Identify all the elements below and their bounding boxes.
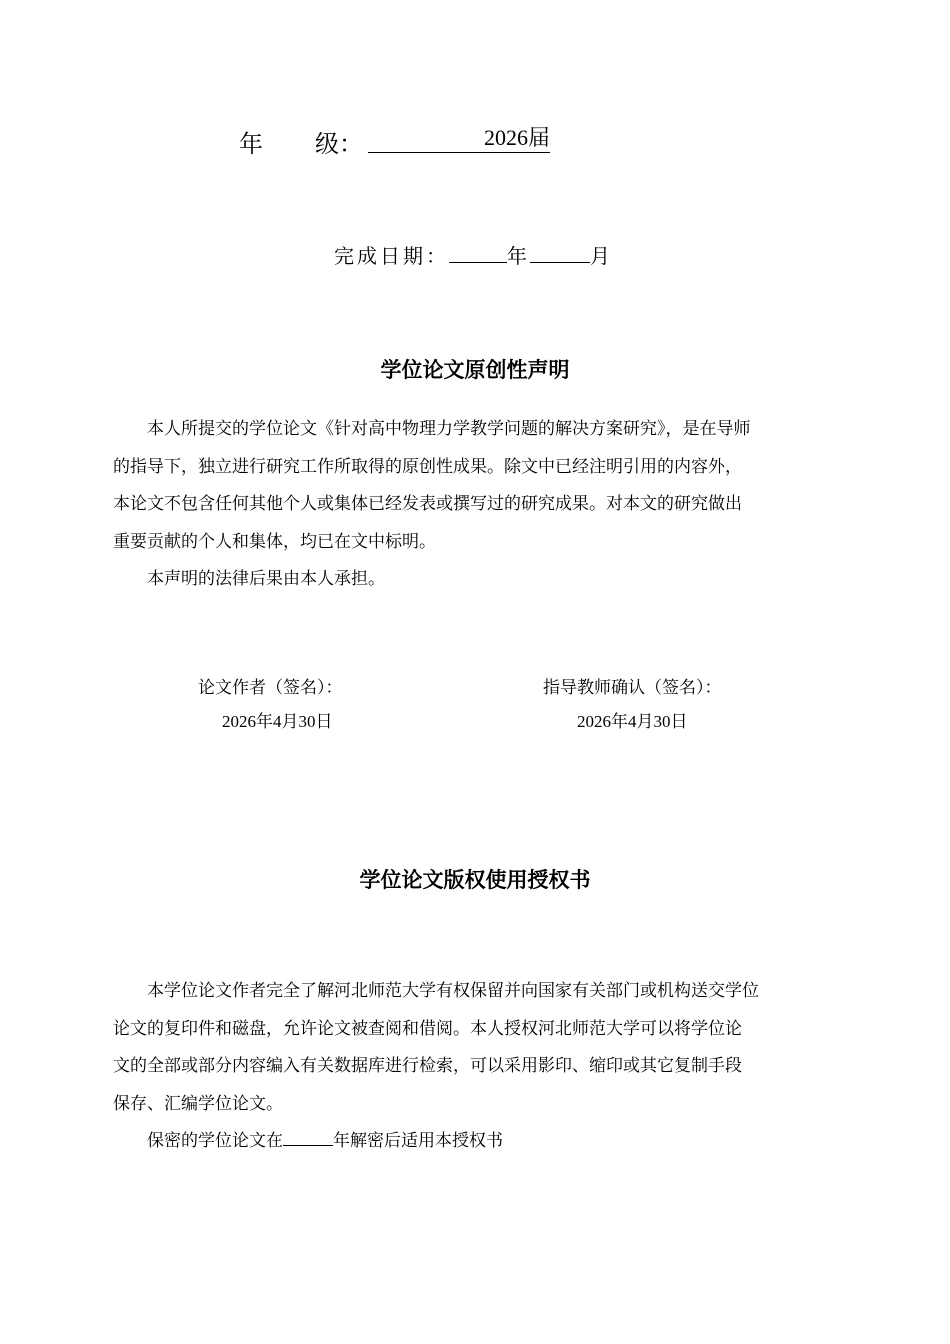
originality-line: 重要贡献的个人和集体，均已在文中标明。: [113, 531, 436, 552]
originality-body: [113, 411, 837, 599]
month-blank: [530, 244, 590, 263]
advisor-signature-label: 指导教师确认（签名）：: [543, 678, 722, 698]
completion-date: [334, 240, 613, 269]
grade-label-part-2: 级：: [315, 130, 363, 158]
year-unit: 年: [507, 244, 530, 268]
author-signature-date: 2026年4月30日: [222, 712, 333, 731]
secrecy-suffix: 年解密后适用本授权书: [333, 1131, 503, 1151]
copyright-line: 论文的复印件和磁盘，允许论文被查阅和借阅。本人授权河北师范大学可以将学位论: [113, 1018, 742, 1039]
secrecy-years-blank: [283, 1129, 333, 1146]
liability-line: 本声明的法律后果由本人承担。: [147, 569, 385, 589]
secrecy-line: [113, 1123, 837, 1161]
author-signature-label: 论文作者（签名）：: [198, 678, 343, 698]
year-blank: [449, 244, 507, 263]
copyright-body: [113, 973, 837, 1161]
grade-label-part-1: 年: [239, 130, 263, 158]
copyright-title: 学位论文版权使用授权书: [359, 868, 591, 892]
originality-title: 学位论文原创性声明: [380, 358, 570, 382]
grade-value: 2026届: [368, 124, 550, 153]
advisor-signature-date: 2026年4月30日: [577, 712, 688, 731]
completion-date-label: 完成日期：: [334, 244, 449, 268]
secrecy-prefix: 保密的学位论文在: [147, 1131, 283, 1151]
originality-line: 本论文不包含任何其他个人或集体已经发表或撰写过的研究成果。对本文的研究做出: [113, 494, 742, 514]
copyright-line: 保存、汇编学位论文。: [113, 1093, 283, 1114]
grade-label: [239, 124, 363, 159]
copyright-line: 文的全部或部分内容编入有关数据库进行检索，可以采用影印、缩印或其它复制手段: [113, 1056, 742, 1076]
copyright-line: 本学位论文作者完全了解河北师范大学有权保留并向国家有关部门或机构送交学位: [147, 981, 759, 1001]
originality-line: 本人所提交的学位论文《针对高中物理力学教学问题的解决方案研究》，是在导师: [147, 419, 751, 439]
originality-line: 的指导下，独立进行研究工作所取得的原创性成果。除文中已经注明引用的内容外，: [113, 456, 742, 477]
month-unit: 月: [590, 244, 613, 268]
